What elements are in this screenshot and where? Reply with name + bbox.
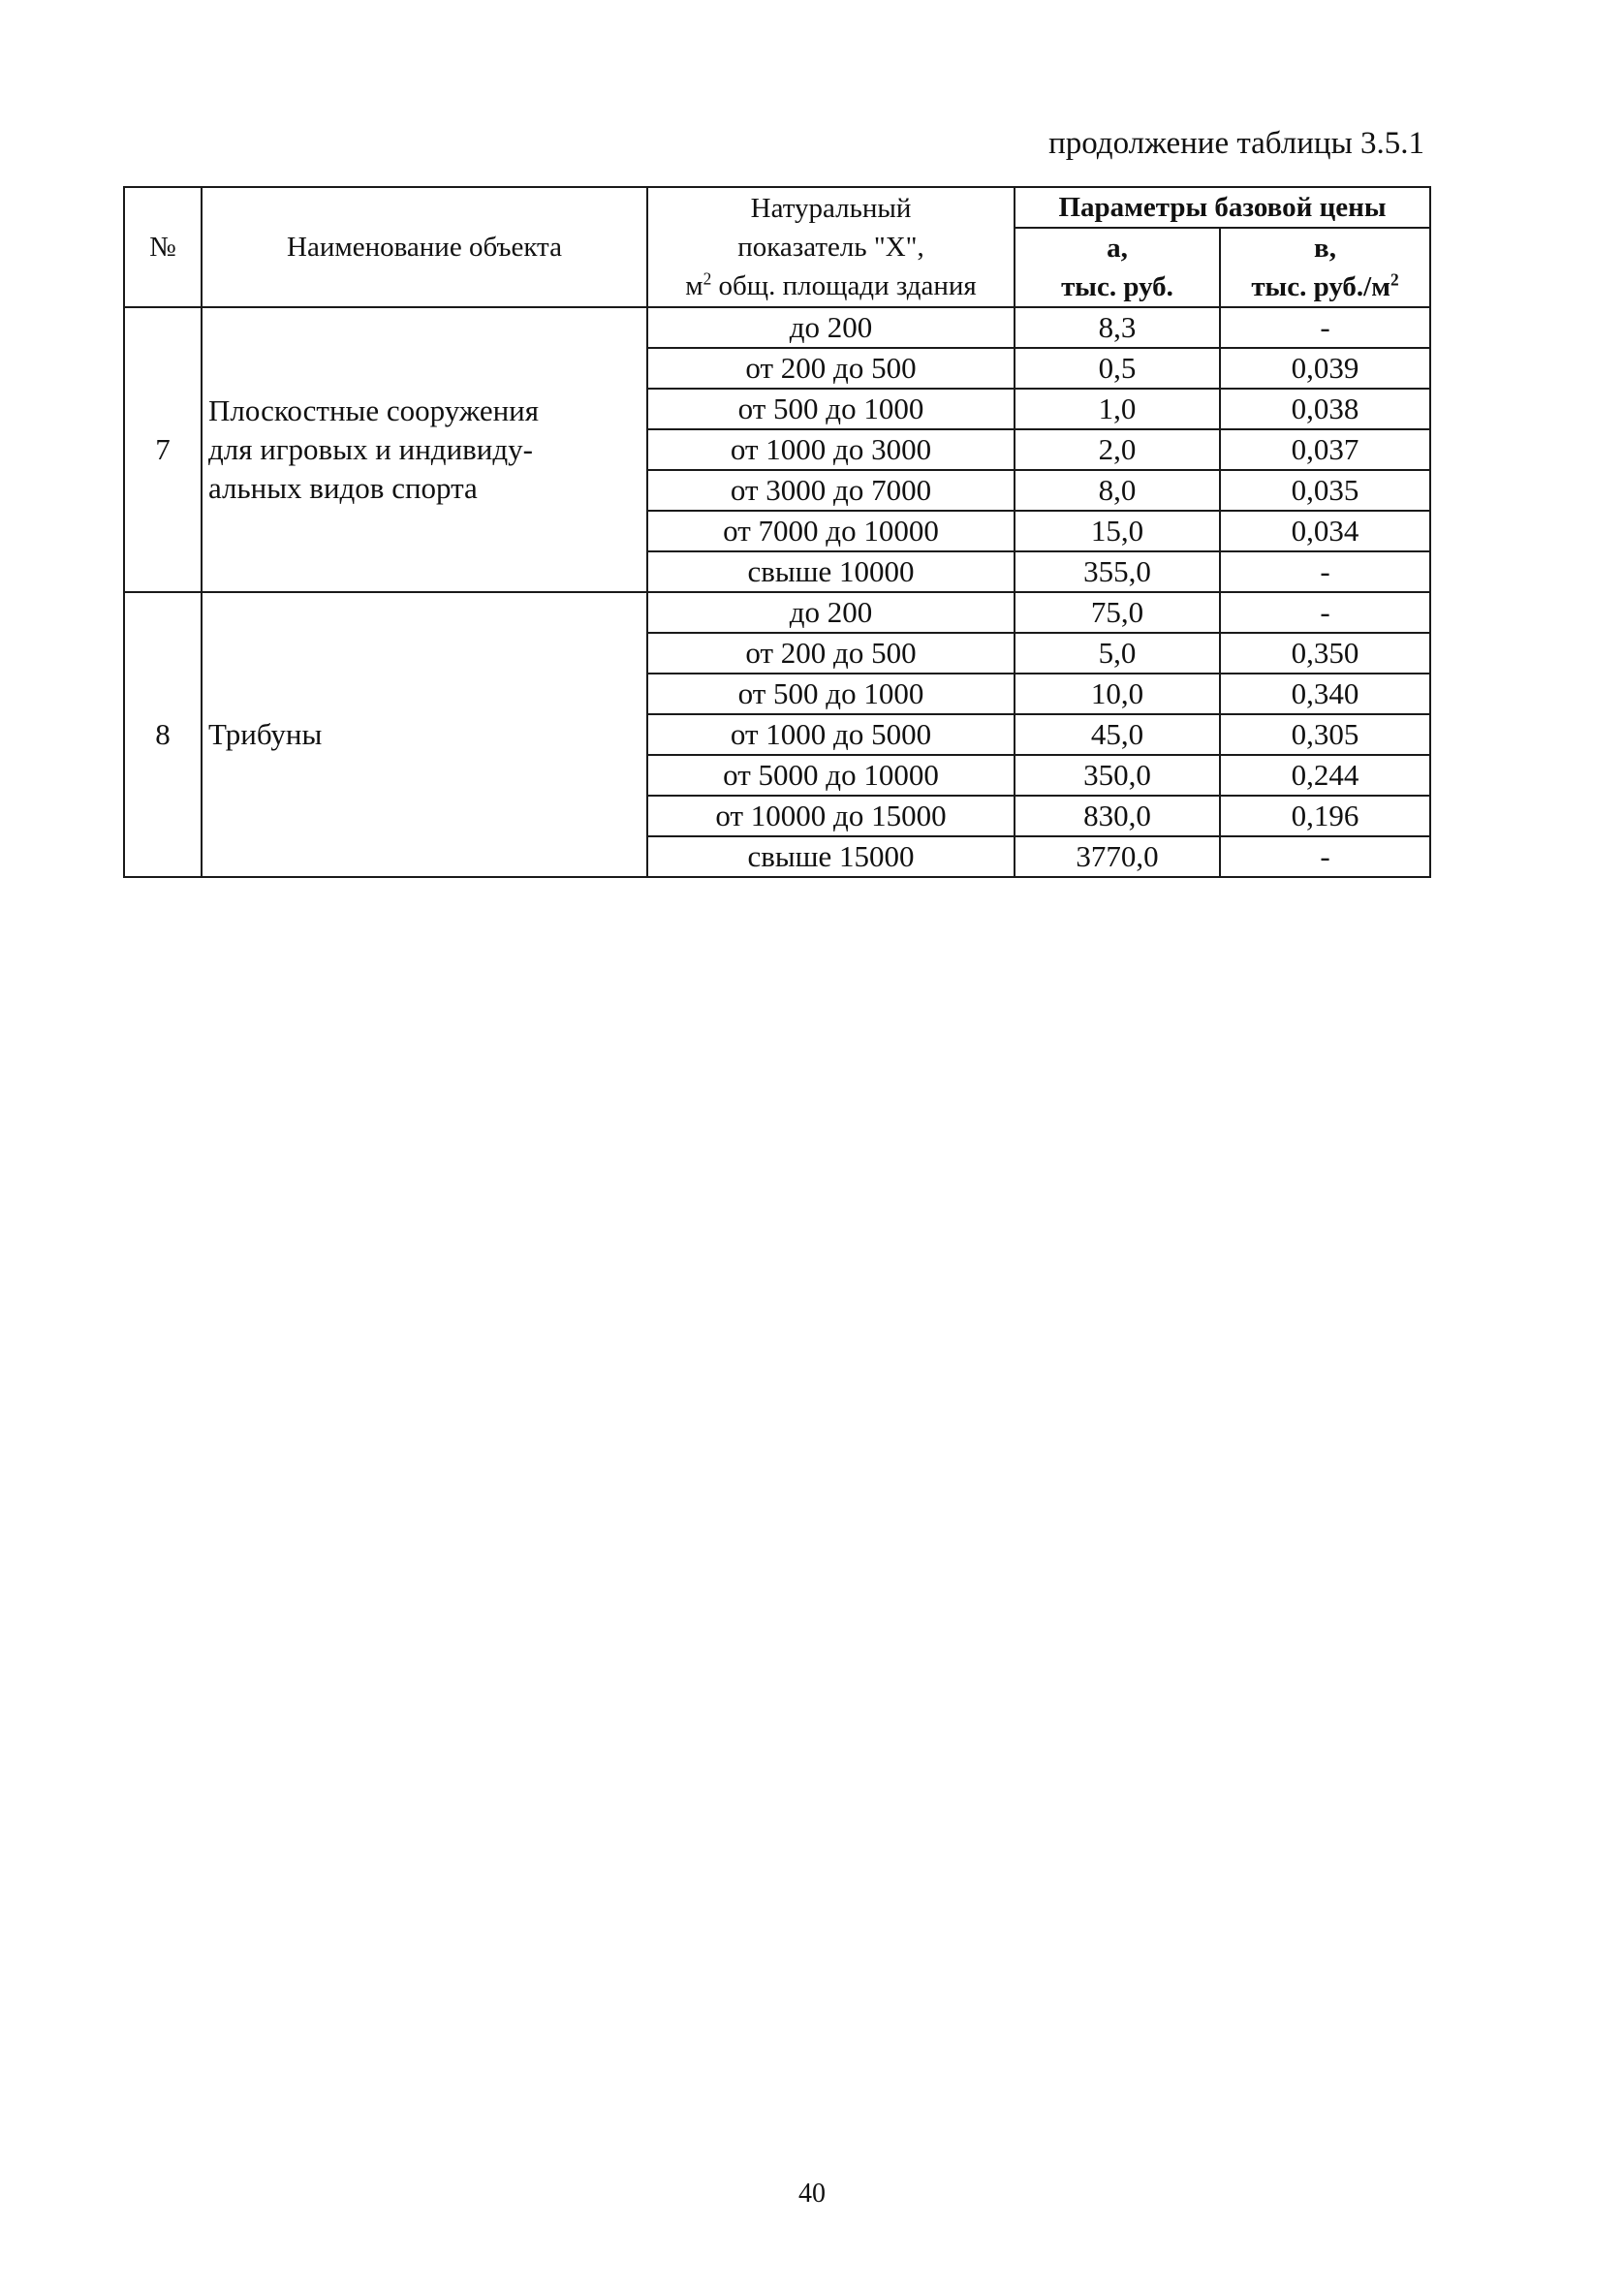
row-number: 7 [124, 307, 202, 592]
object-name [202, 307, 647, 592]
header-indicator-unit-sup: 2 [703, 268, 712, 289]
param-a-cell: 8,0 [1015, 470, 1220, 511]
range-cell: от 5000 до 10000 [647, 755, 1015, 796]
row-number: 8 [124, 592, 202, 877]
param-b-cell: - [1220, 836, 1430, 877]
param-a-cell: 75,0 [1015, 592, 1220, 633]
param-a-cell: 355,0 [1015, 551, 1220, 592]
range-cell: от 1000 до 3000 [647, 429, 1015, 470]
param-b-cell: - [1220, 592, 1430, 633]
range-cell: от 200 до 500 [647, 348, 1015, 389]
header-indicator-line1: Натуральный [750, 193, 912, 224]
range-cell: от 200 до 500 [647, 633, 1015, 674]
header-a-unit: тыс. руб. [1061, 271, 1173, 302]
param-b-cell: 0,340 [1220, 674, 1430, 714]
range-cell: от 500 до 1000 [647, 674, 1015, 714]
param-a-cell: 0,5 [1015, 348, 1220, 389]
param-b-cell: 0,037 [1220, 429, 1430, 470]
header-indicator-rest: общ. площади здания [711, 270, 977, 301]
param-b-cell: - [1220, 551, 1430, 592]
param-a-cell: 5,0 [1015, 633, 1220, 674]
base-price-table [123, 186, 1431, 878]
object-name-line: альных видов спорта [208, 471, 478, 505]
param-a-cell: 2,0 [1015, 429, 1220, 470]
header-b-unit-text: тыс. руб./м [1251, 271, 1390, 302]
header-param-a [1015, 228, 1220, 307]
table-row [124, 592, 1430, 633]
param-b-cell: 0,350 [1220, 633, 1430, 674]
header-base-price-params: Параметры базовой цены [1015, 187, 1430, 228]
param-a-cell: 15,0 [1015, 511, 1220, 551]
param-b-cell: 0,305 [1220, 714, 1430, 755]
param-a-cell: 1,0 [1015, 389, 1220, 429]
header-object-name: Наименование объекта [202, 187, 647, 307]
header-indicator-line2: показатель "X", [737, 232, 924, 263]
header-b-symbol: в, [1314, 233, 1336, 264]
range-cell: от 7000 до 10000 [647, 511, 1015, 551]
header-param-b [1220, 228, 1430, 307]
range-cell: до 200 [647, 592, 1015, 633]
param-b-cell: 0,039 [1220, 348, 1430, 389]
range-cell: от 3000 до 7000 [647, 470, 1015, 511]
header-natural-indicator [647, 187, 1015, 307]
param-b-cell: 0,034 [1220, 511, 1430, 551]
object-name [202, 592, 647, 877]
param-b-cell: - [1220, 307, 1430, 348]
range-cell: от 10000 до 15000 [647, 796, 1015, 836]
table-continuation-caption: продолжение таблицы 3.5.1 [1048, 126, 1424, 161]
header-num: № [124, 187, 202, 307]
object-name-line: для игровых и индивиду- [208, 432, 533, 466]
range-cell: от 500 до 1000 [647, 389, 1015, 429]
param-a-cell: 350,0 [1015, 755, 1220, 796]
header-a-symbol: а, [1107, 233, 1128, 264]
object-name-line: Плоскостные сооружения [208, 393, 540, 427]
param-b-cell: 0,038 [1220, 389, 1430, 429]
header-indicator-unit: м [685, 270, 703, 301]
range-cell: до 200 [647, 307, 1015, 348]
range-cell: от 1000 до 5000 [647, 714, 1015, 755]
param-a-cell: 3770,0 [1015, 836, 1220, 877]
param-a-cell: 8,3 [1015, 307, 1220, 348]
table-row [124, 307, 1430, 348]
range-cell: свыше 15000 [647, 836, 1015, 877]
param-b-cell: 0,244 [1220, 755, 1430, 796]
param-b-cell: 0,196 [1220, 796, 1430, 836]
header-b-unit [1227, 267, 1423, 306]
param-a-cell: 45,0 [1015, 714, 1220, 755]
param-a-cell: 830,0 [1015, 796, 1220, 836]
range-cell: свыше 10000 [647, 551, 1015, 592]
page-number: 40 [798, 2179, 826, 2209]
param-b-cell: 0,035 [1220, 470, 1430, 511]
object-name-line: Трибуны [208, 717, 323, 751]
header-b-unit-sup: 2 [1390, 269, 1399, 290]
param-a-cell: 10,0 [1015, 674, 1220, 714]
header-indicator-line3 [654, 267, 1008, 305]
